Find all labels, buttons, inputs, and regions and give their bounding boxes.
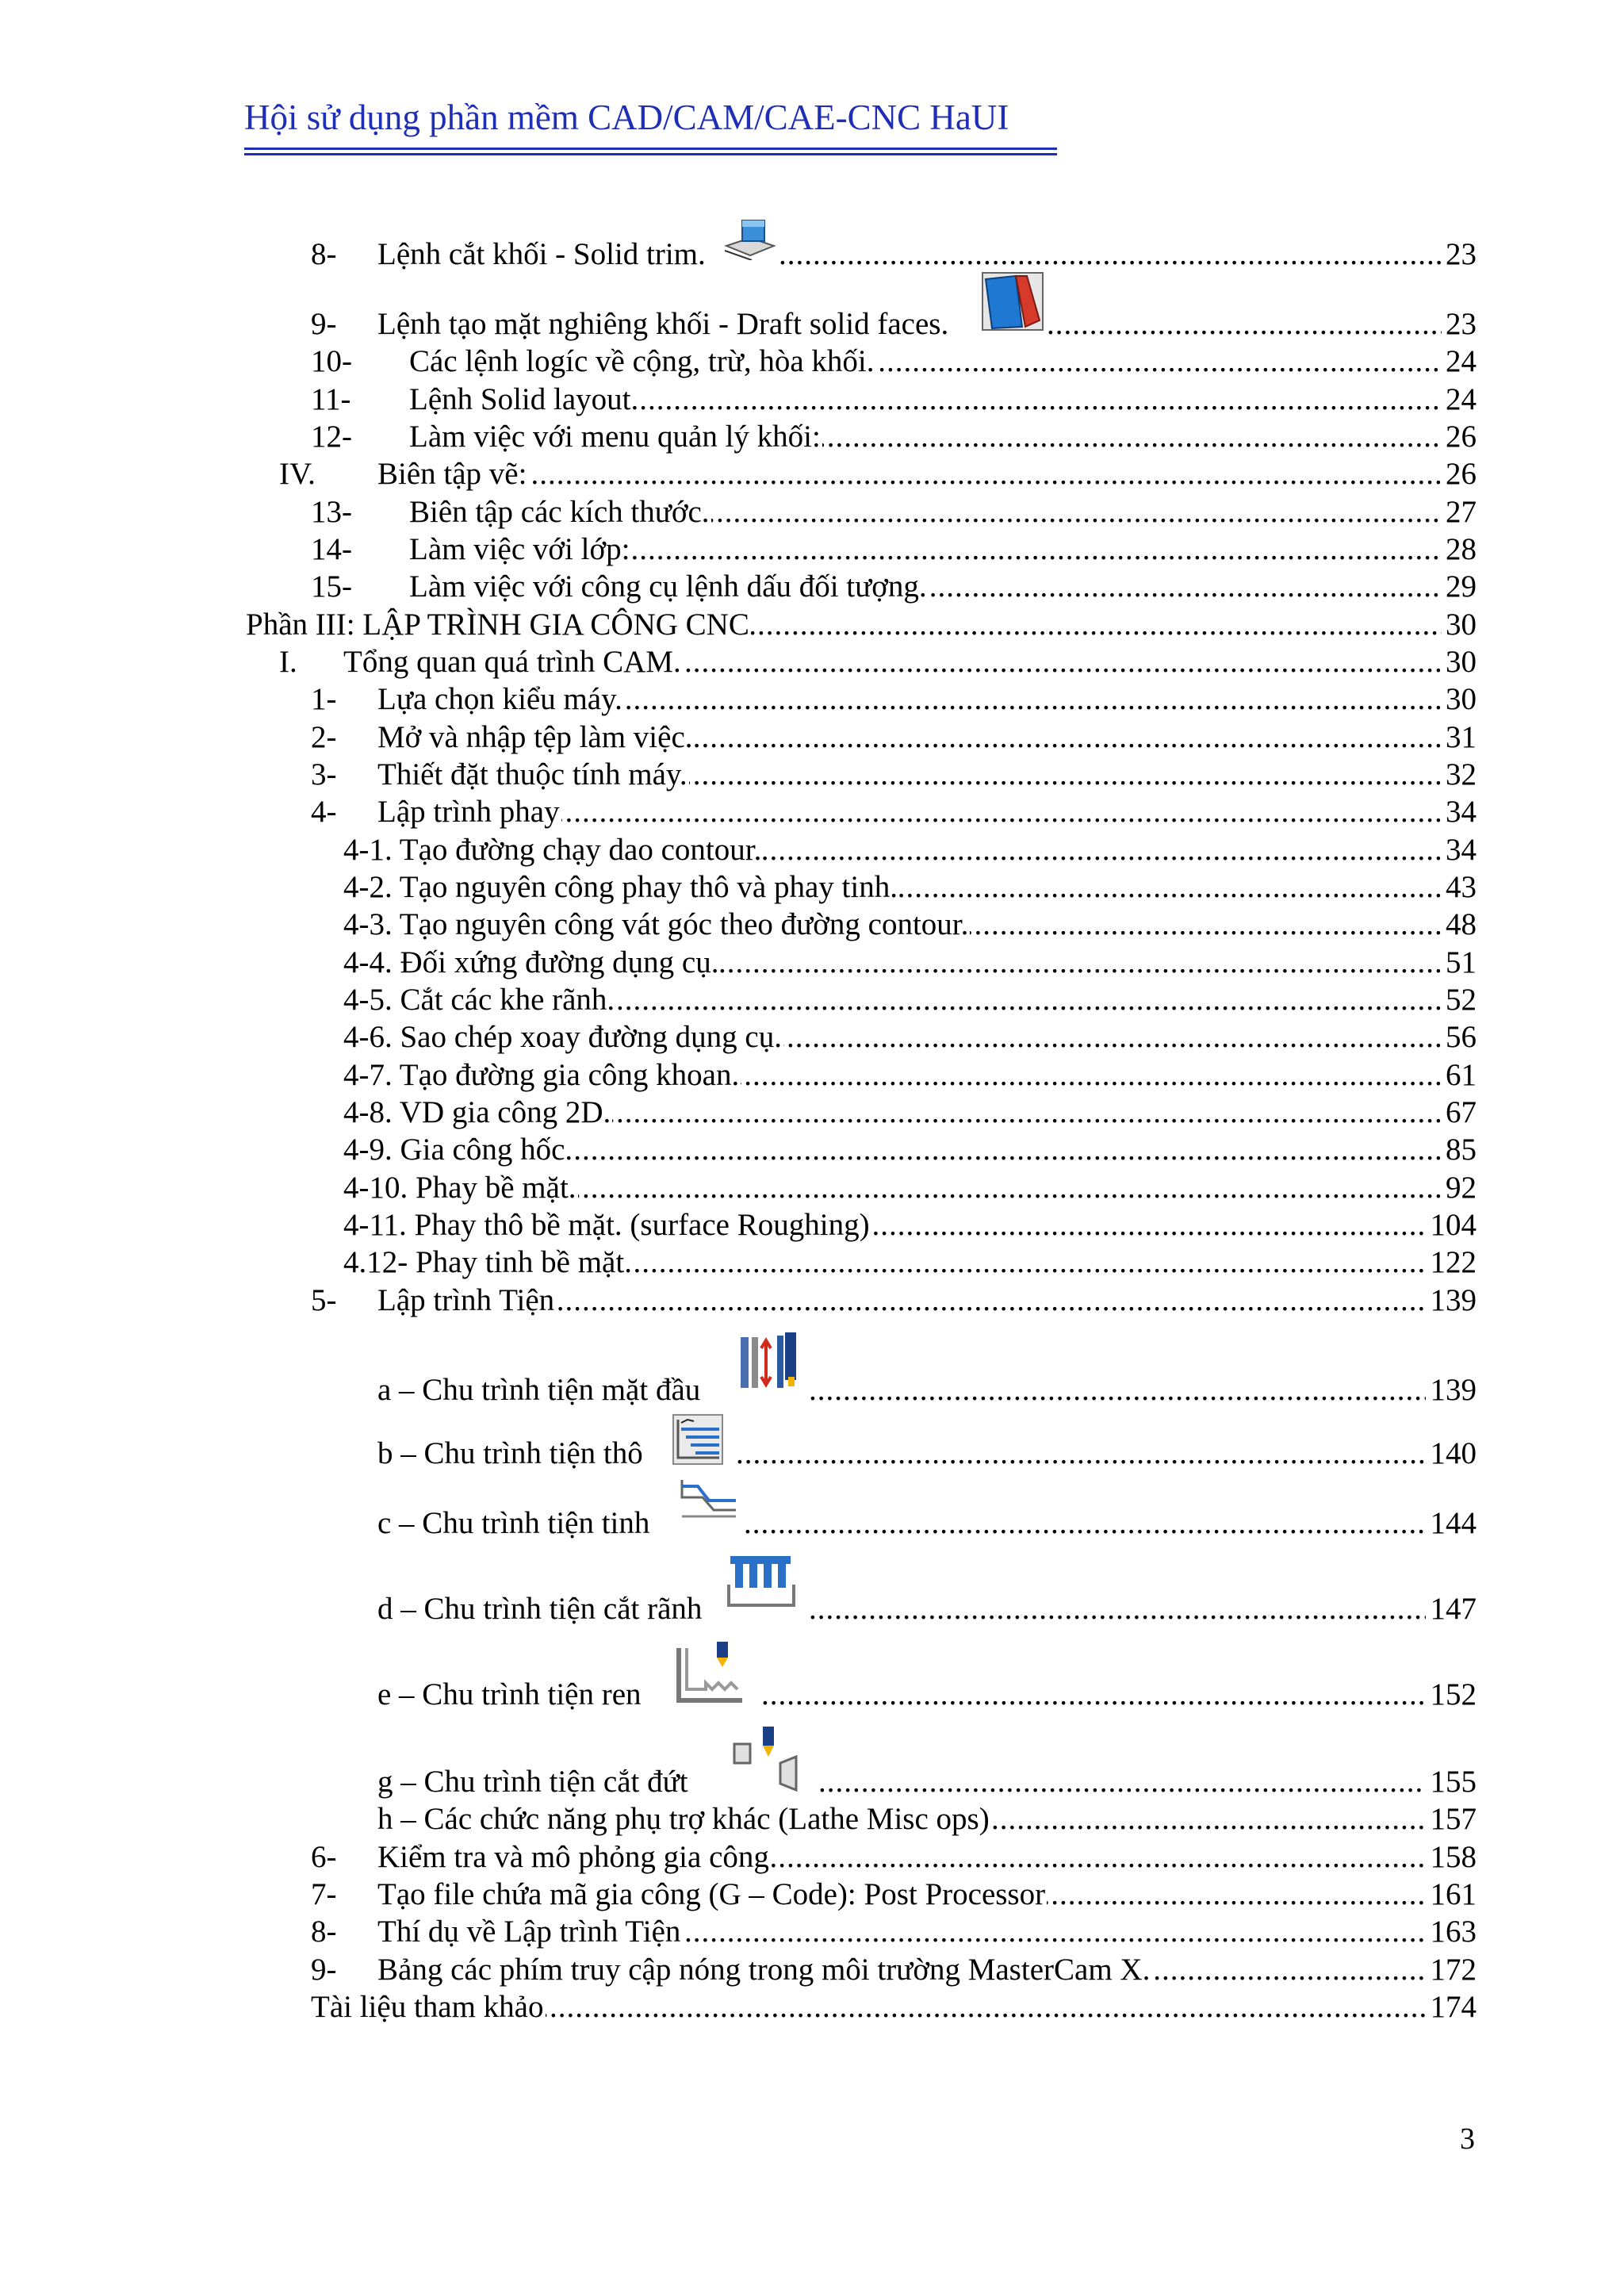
finish-turning-icon: [679, 1475, 739, 1520]
toc-entry-title: d – Chu trình tiện cắt rãnh: [377, 1590, 703, 1628]
toc-entry-page: 163: [1430, 1915, 1477, 1949]
toc-entry-page: 152: [1430, 1677, 1477, 1711]
toc-entry-page: 158: [1430, 1840, 1477, 1874]
toc-entry: [0, 1371, 1624, 1409]
toc-entry-page: 23: [1446, 307, 1477, 341]
toc-entry: [0, 906, 1624, 944]
toc-entry-number: 5-: [311, 1283, 337, 1317]
toc-entry: [0, 1169, 1624, 1207]
toc-entry-number: 9-: [311, 307, 337, 341]
toc-entry-page: 56: [1446, 1020, 1477, 1054]
toc-entry-page: 26: [1446, 420, 1477, 454]
toc-entry-title: Lệnh tạo mặt nghiêng khối - Draft solid faces.: [377, 305, 950, 343]
toc-entry-page: 28: [1446, 532, 1477, 566]
toc-entry-number: 1-: [311, 682, 337, 716]
toc-entry-title: 4-1. Tạo đường chạy dao contour.: [343, 831, 763, 869]
toc-entry: [0, 493, 1624, 531]
groove-turning-icon: [727, 1553, 795, 1610]
toc-entry-page: 85: [1446, 1133, 1477, 1167]
toc-entry-title: 4-9. Gia công hốc.: [343, 1131, 574, 1169]
toc-entry: [0, 1951, 1624, 1989]
thread-turning-icon: [674, 1640, 747, 1707]
toc-entry-title: Lập trình phay: [377, 793, 561, 831]
toc-entry-title: Tài liệu tham khảo: [311, 1988, 546, 2026]
toc-entry-number: 2-: [311, 720, 337, 754]
toc-entry-title: 4-7. Tạo đường gia công khoan.: [343, 1056, 741, 1094]
toc-entry-title: Tổng quan quá trình CAM.: [343, 643, 683, 681]
toc-entry-number: I.: [279, 645, 297, 679]
toc-entry: [0, 1590, 1624, 1628]
toc-leader-dots: [744, 1504, 1426, 1543]
face-turning-icon: [739, 1331, 801, 1394]
toc-entry: [0, 455, 1624, 493]
toc-entry-title: Các lệnh logíc về cộng, trừ, hòa khối.: [409, 343, 876, 381]
toc-entry-number: 8-: [311, 1915, 337, 1949]
toc-entry-page: 34: [1446, 795, 1477, 829]
toc-entry-page: 92: [1446, 1171, 1477, 1205]
toc-leader-dots: [809, 1371, 1426, 1409]
toc-entry: [0, 868, 1624, 907]
toc-entry-title: Biên tập các kích thước.: [409, 493, 711, 531]
toc-entry-title: Bảng các phím truy cập nóng trong môi trường MasterCam X.: [377, 1951, 1151, 1989]
toc-entry-title: Thiết đặt thuộc tính máy.: [377, 756, 689, 794]
toc-entry-title: b – Chu trình tiện thô: [377, 1435, 645, 1473]
toc-entry: [0, 1131, 1624, 1169]
toc-entry-page: 52: [1446, 983, 1477, 1017]
toc-entry: [0, 831, 1624, 869]
toc-entry: [0, 981, 1624, 1019]
toc-leader-dots: [809, 1590, 1426, 1628]
toc-entry-title: Kiểm tra và mô phỏng gia công: [377, 1838, 771, 1876]
toc-entry: [0, 756, 1624, 794]
toc-entry-title: a – Chu trình tiện mặt đầu: [377, 1371, 702, 1409]
toc-entry-number: 15-: [311, 569, 352, 604]
toc-entry-title: Làm việc với lớp:: [409, 531, 631, 569]
toc-leader-dots: [761, 1676, 1426, 1714]
toc-entry: [0, 1435, 1624, 1473]
toc-entry-page: 140: [1430, 1436, 1477, 1470]
toc-entry: [0, 1206, 1624, 1244]
toc-entry: [0, 1676, 1624, 1714]
toc-leader-dots: [1047, 305, 1442, 343]
toc-entry-title: 4-8. VD gia công 2D.: [343, 1094, 612, 1132]
toc-entry-title: Phần III: LẬP TRÌNH GIA CÔNG CNC: [246, 606, 751, 644]
toc-entry-page: 161: [1430, 1877, 1477, 1911]
toc-entry-page: 24: [1446, 382, 1477, 416]
toc-entry-page: 104: [1430, 1208, 1477, 1242]
toc-entry-page: 144: [1430, 1506, 1477, 1540]
toc-entry: [0, 1244, 1624, 1282]
toc-entry-page: 174: [1430, 1990, 1477, 2024]
toc-entry-number: IV.: [279, 457, 316, 491]
toc-leader-dots: [779, 236, 1442, 274]
toc-entry: [0, 1504, 1624, 1543]
toc-entry-page: 139: [1430, 1373, 1477, 1407]
toc-entry: [0, 1763, 1624, 1801]
toc-entry-title: Làm việc với công cụ lệnh dấu đối tượng.: [409, 568, 929, 606]
toc-entry: [0, 531, 1624, 569]
toc-entry-page: 26: [1446, 457, 1477, 491]
toc-entry-number: 7-: [311, 1877, 337, 1911]
toc-entry: [0, 1876, 1624, 1914]
toc-entry-title: 4-5. Cắt các khe rãnh.: [343, 981, 616, 1019]
toc-entry-number: 6-: [311, 1840, 337, 1874]
solid-trim-icon: [723, 216, 777, 260]
toc-entry: [0, 381, 1624, 419]
toc-entry-title: Biên tập vẽ:: [377, 455, 528, 493]
toc-entry: [0, 1838, 1624, 1876]
toc-entry-number: 4-: [311, 795, 337, 829]
toc-entry: [0, 944, 1624, 982]
toc-entry-page: 30: [1446, 682, 1477, 716]
toc-entry-title: 4.12- Phay tinh bề mặt.: [343, 1244, 634, 1282]
toc-entry-title: Thí dụ về Lập trình Tiện: [377, 1913, 682, 1951]
toc-entry-page: 30: [1446, 645, 1477, 679]
toc-entry-page: 122: [1430, 1245, 1477, 1279]
toc-leader-dots: [818, 1763, 1426, 1801]
page-number: 3: [1460, 2122, 1475, 2156]
toc-entry-page: 172: [1430, 1953, 1477, 1987]
toc-entry-title: h – Các chức năng phụ trợ khác (Lathe Misc ops): [377, 1800, 991, 1838]
toc-entry-page: 51: [1446, 945, 1477, 979]
toc-entry-title: Lệnh Solid layout.: [409, 381, 640, 419]
toc-entry-page: 139: [1430, 1283, 1477, 1317]
toc-entry-page: 67: [1446, 1095, 1477, 1129]
toc-entry-title: g – Chu trình tiện cắt đứt: [377, 1763, 690, 1801]
toc-entry: [0, 1800, 1624, 1838]
toc-entry: [0, 1056, 1624, 1094]
toc-entry-page: 147: [1430, 1592, 1477, 1626]
toc-entry-title: 4-4. Đối xứng đường dụng cụ.: [343, 944, 720, 982]
toc-entry: [0, 568, 1624, 606]
toc-entry: [0, 343, 1624, 381]
toc-entry-page: 32: [1446, 757, 1477, 792]
toc-entry-page: 24: [1446, 344, 1477, 378]
toc-entry-number: 11-: [311, 382, 351, 416]
toc-entry: [0, 606, 1624, 644]
toc-entry-page: 48: [1446, 907, 1477, 941]
toc-entry-page: 29: [1446, 569, 1477, 604]
toc-entry-title: 4-3. Tạo nguyên công vát góc theo đường contour.: [343, 906, 970, 944]
toc-entry-page: 27: [1446, 495, 1477, 529]
toc-entry-number: 12-: [311, 420, 352, 454]
toc-entry-page: 61: [1446, 1058, 1477, 1092]
toc-entry-number: 14-: [311, 532, 352, 566]
toc-entry-title: Lệnh cắt khối - Solid trim.: [377, 236, 707, 274]
toc-entry-title: 4-11. Phay thô bề mặt. (surface Roughing): [343, 1206, 871, 1244]
toc-entry-title: Mở và nhập tệp làm việc.: [377, 719, 695, 757]
toc-entry-page: 34: [1446, 833, 1477, 867]
toc-entry-page: 43: [1446, 870, 1477, 904]
toc-entry-title: Lựa chọn kiểu máy.: [377, 680, 624, 719]
toc-entry: [0, 1282, 1624, 1320]
toc-entry-page: 30: [1446, 608, 1477, 642]
toc-entry-title: Tạo file chứa mã gia công (G – Code): Post Processor: [377, 1876, 1047, 1914]
toc-entry-title: 4-10. Phay bề mặt.: [343, 1169, 578, 1207]
toc-entry-page: 31: [1446, 720, 1477, 754]
toc-entry-title: 4-6. Sao chép xoay đường dụng cụ.: [343, 1018, 783, 1056]
toc-entry: [0, 1094, 1624, 1132]
toc-entry-title: c – Chu trình tiện tinh: [377, 1504, 651, 1543]
toc-entry-page: 23: [1446, 237, 1477, 271]
rough-turning-icon: [672, 1413, 724, 1466]
toc-entry-page: 157: [1430, 1802, 1477, 1836]
toc-entry-title: Lập trình Tiện: [377, 1282, 556, 1320]
toc-entry-number: 9-: [311, 1953, 337, 1987]
toc-entry-title: e – Chu trình tiện ren: [377, 1676, 643, 1714]
toc-entry: [0, 418, 1624, 456]
toc-entry: [0, 1913, 1624, 1951]
cutoff-turning-icon: [733, 1725, 799, 1793]
toc-entry-title: Làm việc với menu quản lý khối:: [409, 418, 822, 456]
toc-leader-dots: [377, 455, 1442, 493]
toc-entry-page: 155: [1430, 1765, 1477, 1799]
toc-entry-number: 3-: [311, 757, 337, 792]
toc-entry: [0, 1988, 1624, 2026]
draft-faces-icon: [981, 271, 1044, 332]
toc-entry-number: 10-: [311, 344, 352, 378]
toc-entry: [0, 719, 1624, 757]
toc-entry-title: 4-2. Tạo nguyên công phay thô và phay tinh.: [343, 868, 899, 907]
toc-entry: [0, 793, 1624, 831]
toc-entry: [0, 305, 1624, 343]
header-title: Hội sử dụng phần mềm CAD/CAM/CAE-CNC HaUI: [244, 98, 1009, 137]
toc-entry: [0, 236, 1624, 274]
toc-leader-dots: [736, 1435, 1426, 1473]
toc-entry-number: 8-: [311, 237, 337, 271]
toc-entry-number: 13-: [311, 495, 352, 529]
toc-entry: [0, 1018, 1624, 1056]
toc-entry: [0, 680, 1624, 719]
toc-entry: [0, 643, 1624, 681]
